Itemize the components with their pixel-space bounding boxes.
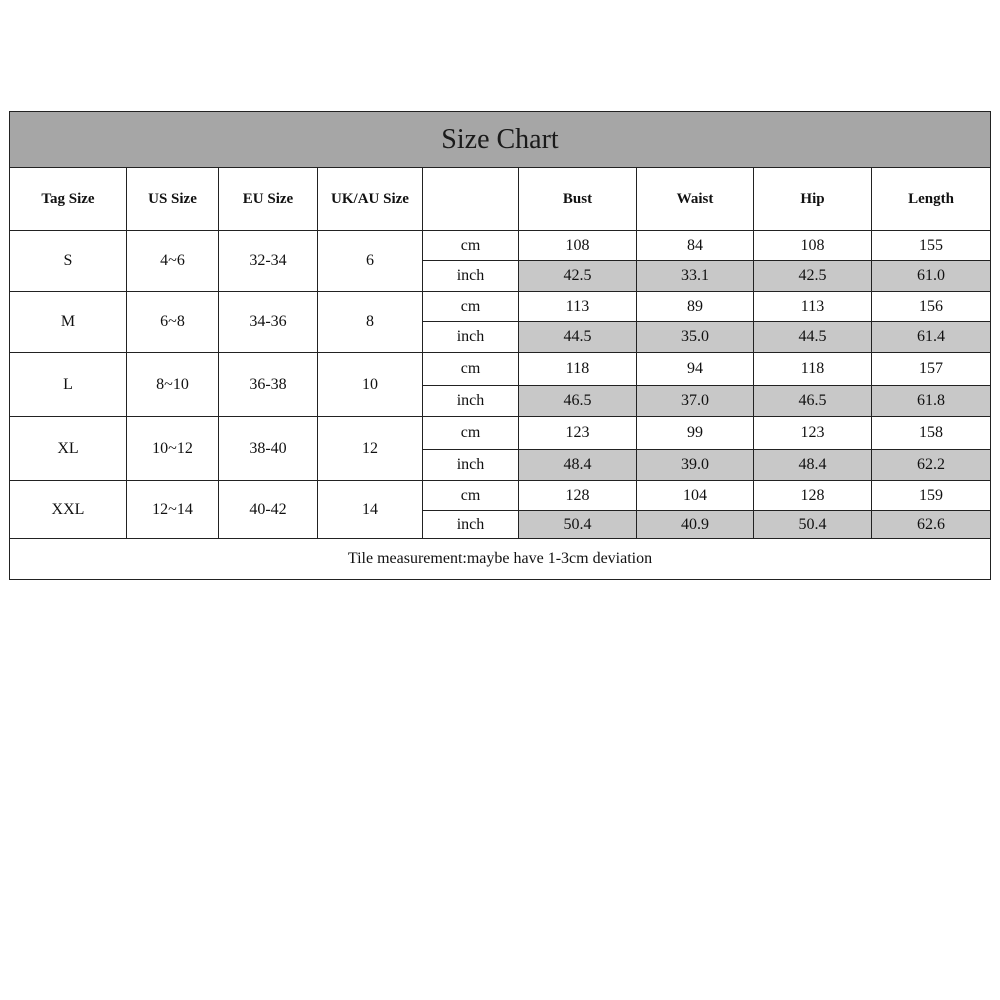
header-unit [423, 168, 519, 231]
size-table [9, 111, 991, 580]
us-size-cell: 6~8 [127, 292, 219, 353]
cm-length-cell: 157 [872, 353, 991, 386]
inch-hip-cell: 44.5 [754, 322, 872, 353]
cm-hip-cell: 128 [754, 481, 872, 511]
eu-size-cell: 32-34 [219, 231, 318, 292]
inch-bust-cell: 46.5 [519, 386, 637, 417]
ukau-size-cell: 14 [318, 481, 423, 539]
inch-unit-cell: inch [423, 511, 519, 539]
inch-length-cell: 61.4 [872, 322, 991, 353]
cm-length-cell: 159 [872, 481, 991, 511]
tag-size-cell: M [10, 292, 127, 353]
eu-size-cell: 40-42 [219, 481, 318, 539]
inch-waist-cell: 39.0 [637, 450, 754, 481]
cm-unit-cell: cm [423, 417, 519, 450]
header-eu-size: EU Size [219, 168, 318, 231]
tag-size-cell: L [10, 353, 127, 417]
cm-bust-cell: 128 [519, 481, 637, 511]
cm-bust-cell: 118 [519, 353, 637, 386]
size-row-cm [10, 353, 991, 386]
ukau-size-cell: 12 [318, 417, 423, 481]
cm-length-cell: 156 [872, 292, 991, 322]
header-bust: Bust [519, 168, 637, 231]
inch-bust-cell: 42.5 [519, 261, 637, 292]
cm-waist-cell: 94 [637, 353, 754, 386]
ukau-size-cell: 8 [318, 292, 423, 353]
cm-hip-cell: 123 [754, 417, 872, 450]
header-hip: Hip [754, 168, 872, 231]
measurement-note: Tile measurement:maybe have 1-3cm deviation [10, 539, 991, 580]
cm-bust-cell: 123 [519, 417, 637, 450]
inch-hip-cell: 46.5 [754, 386, 872, 417]
inch-unit-cell: inch [423, 322, 519, 353]
cm-waist-cell: 89 [637, 292, 754, 322]
us-size-cell: 4~6 [127, 231, 219, 292]
inch-waist-cell: 40.9 [637, 511, 754, 539]
cm-unit-cell: cm [423, 481, 519, 511]
header-tag-size: Tag Size [10, 168, 127, 231]
inch-waist-cell: 35.0 [637, 322, 754, 353]
us-size-cell: 10~12 [127, 417, 219, 481]
inch-bust-cell: 44.5 [519, 322, 637, 353]
eu-size-cell: 38-40 [219, 417, 318, 481]
tag-size-cell: XL [10, 417, 127, 481]
tag-size-cell: XXL [10, 481, 127, 539]
cm-length-cell: 155 [872, 231, 991, 261]
inch-bust-cell: 50.4 [519, 511, 637, 539]
cm-unit-cell: cm [423, 231, 519, 261]
size-row-cm [10, 231, 991, 261]
size-row-cm [10, 417, 991, 450]
cm-hip-cell: 118 [754, 353, 872, 386]
tag-size-cell: S [10, 231, 127, 292]
chart-title: Size Chart [10, 112, 991, 168]
eu-size-cell: 36-38 [219, 353, 318, 417]
header-us-size: US Size [127, 168, 219, 231]
inch-unit-cell: inch [423, 386, 519, 417]
cm-waist-cell: 104 [637, 481, 754, 511]
inch-length-cell: 61.0 [872, 261, 991, 292]
cm-hip-cell: 113 [754, 292, 872, 322]
size-chart [9, 111, 990, 580]
cm-bust-cell: 108 [519, 231, 637, 261]
header-waist: Waist [637, 168, 754, 231]
cm-waist-cell: 99 [637, 417, 754, 450]
us-size-cell: 12~14 [127, 481, 219, 539]
inch-hip-cell: 42.5 [754, 261, 872, 292]
cm-waist-cell: 84 [637, 231, 754, 261]
inch-waist-cell: 37.0 [637, 386, 754, 417]
cm-bust-cell: 113 [519, 292, 637, 322]
inch-length-cell: 61.8 [872, 386, 991, 417]
cm-unit-cell: cm [423, 292, 519, 322]
inch-length-cell: 62.6 [872, 511, 991, 539]
inch-unit-cell: inch [423, 450, 519, 481]
inch-length-cell: 62.2 [872, 450, 991, 481]
header-length: Length [872, 168, 991, 231]
inch-unit-cell: inch [423, 261, 519, 292]
header-ukau-size: UK/AU Size [318, 168, 423, 231]
inch-hip-cell: 50.4 [754, 511, 872, 539]
inch-bust-cell: 48.4 [519, 450, 637, 481]
inch-hip-cell: 48.4 [754, 450, 872, 481]
ukau-size-cell: 10 [318, 353, 423, 417]
cm-hip-cell: 108 [754, 231, 872, 261]
cm-length-cell: 158 [872, 417, 991, 450]
us-size-cell: 8~10 [127, 353, 219, 417]
ukau-size-cell: 6 [318, 231, 423, 292]
inch-waist-cell: 33.1 [637, 261, 754, 292]
size-row-cm [10, 292, 991, 322]
size-row-cm [10, 481, 991, 511]
cm-unit-cell: cm [423, 353, 519, 386]
header-row [10, 168, 991, 231]
eu-size-cell: 34-36 [219, 292, 318, 353]
